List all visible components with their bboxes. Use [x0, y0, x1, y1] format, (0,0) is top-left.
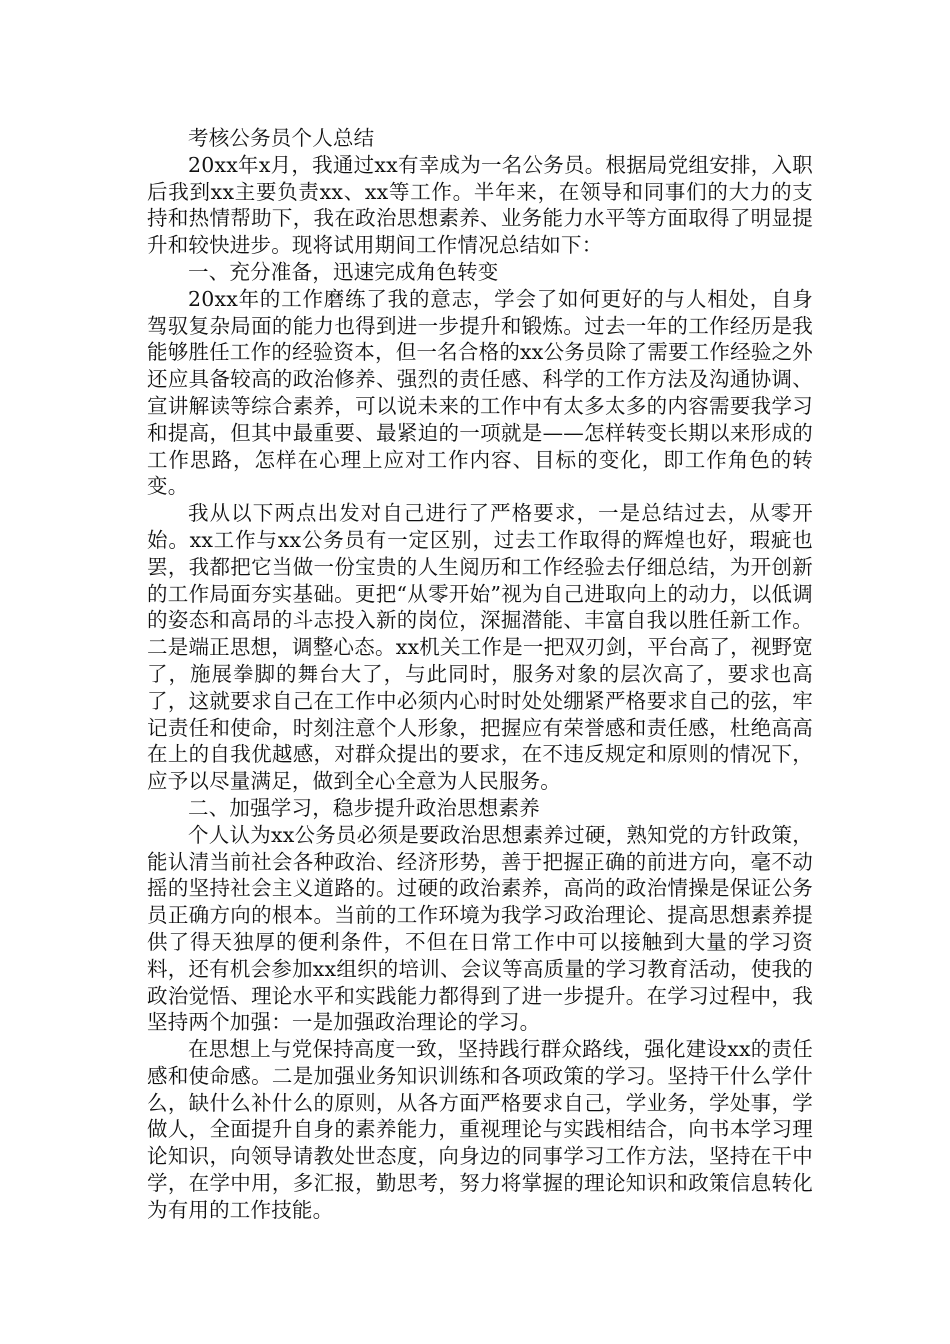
- section-1-paragraph: 我从以下两点出发对自己进行了严格要求，一是总结过去，从零开始。xx工作与xx公务员有一定区别，过去工作取得的辉煌也好，瑕疵也罢，我都把它当做一份宝贵的人生阅历和工作经验去仔细总结，为开创新的工作局面夯实基础。更把“从零开始”视为自己进取向上的动力，以低调的姿态和高昂的斗志投入新的岗位，深掘潜能、丰富自我以胜任新工作。二是端正思想，调整心态。xx机关工作是一把双刃剑，平台高了，视野宽了，施展拳脚的舞台大了，与此同时，服务对象的层次高了，要求也高了，这就要求自己在工作中必须内心时时处处绷紧严格要求自己的弦，牢记责任和使命，时刻注意个人形象，把握应有荣誉感和责任感，杜绝高高在上的自我优越感，对群众提出的要求，在不违反规定和原则的情况下，应予以尽量满足，做到全心全意为人民服务。: [147, 501, 813, 794]
- section-2-paragraph: 个人认为xx公务员必须是要政治思想素养过硬，熟知党的方针政策，能认清当前社会各种政治、经济形势，善于把握正确的前进方向，毫不动摇的坚持社会主义道路的。过硬的政治素养，高尚的政治情操是保证公务员正确方向的根本。当前的工作环境为我学习政治理论、提高思想素养提供了得天独厚的便利条件，不但在日常工作中可以接触到大量的学习资料，还有机会参加xx组织的培训、会议等高质量的学习教育活动，使我的政治觉悟、理论水平和实践能力都得到了进一步提升。在学习过程中，我坚持两个加强：一是加强政治理论的学习。: [147, 822, 813, 1035]
- document-body: [147, 125, 813, 1224]
- intro-paragraph: 20xx年x月，我通过xx有幸成为一名公务员。根据局党组安排，入职后我到xx主要负责xx、xx等工作。半年来，在领导和同事们的大力的支持和热情帮助下，我在政治思想素养、业务能力水平等方面取得了明显提升和较快进步。现将试用期间工作情况总结如下：: [147, 152, 813, 258]
- section-1-paragraph: 20xx年的工作磨练了我的意志，学会了如何更好的与人相处，自身驾驭复杂局面的能力也得到进一步提升和锻炼。过去一年的工作经历是我能够胜任工作的经验资本，但一名合格的xx公务员除了需要工作经验之外还应具备较高的政治修养、强烈的责任感、科学的工作方法及沟通协调、宣讲解读等综合素养，可以说未来的工作中有太多太多的内容需要我学习和提高，但其中最重要、最紧迫的一项就是——怎样转变长期以来形成的工作思路，怎样在心理上应对工作内容、目标的变化，即工作角色的转变。: [147, 286, 813, 499]
- section-2-paragraph: 在思想上与党保持高度一致，坚持践行群众路线，强化建设xx的责任感和使命感。二是加强业务知识训练和各项政策的学习。坚持干什么学什么，缺什么补什么的原则，从各方面严格要求自己，学业务，学处事，学做人，全面提升自身的素养能力，重视理论与实践相结合，向书本学习理论知识，向领导请教处世态度，向身边的同事学习工作方法，坚持在干中学，在学中用，多汇报，勤思考，努力将掌握的理论知识和政策信息转化为有用的工作技能。: [147, 1037, 813, 1222]
- section-1-heading: 一、充分准备，迅速完成角色转变: [188, 259, 499, 284]
- section-2-heading: 二、加强学习，稳步提升政治思想素养: [188, 795, 540, 820]
- document-title: 考核公务员个人总结: [188, 126, 375, 150]
